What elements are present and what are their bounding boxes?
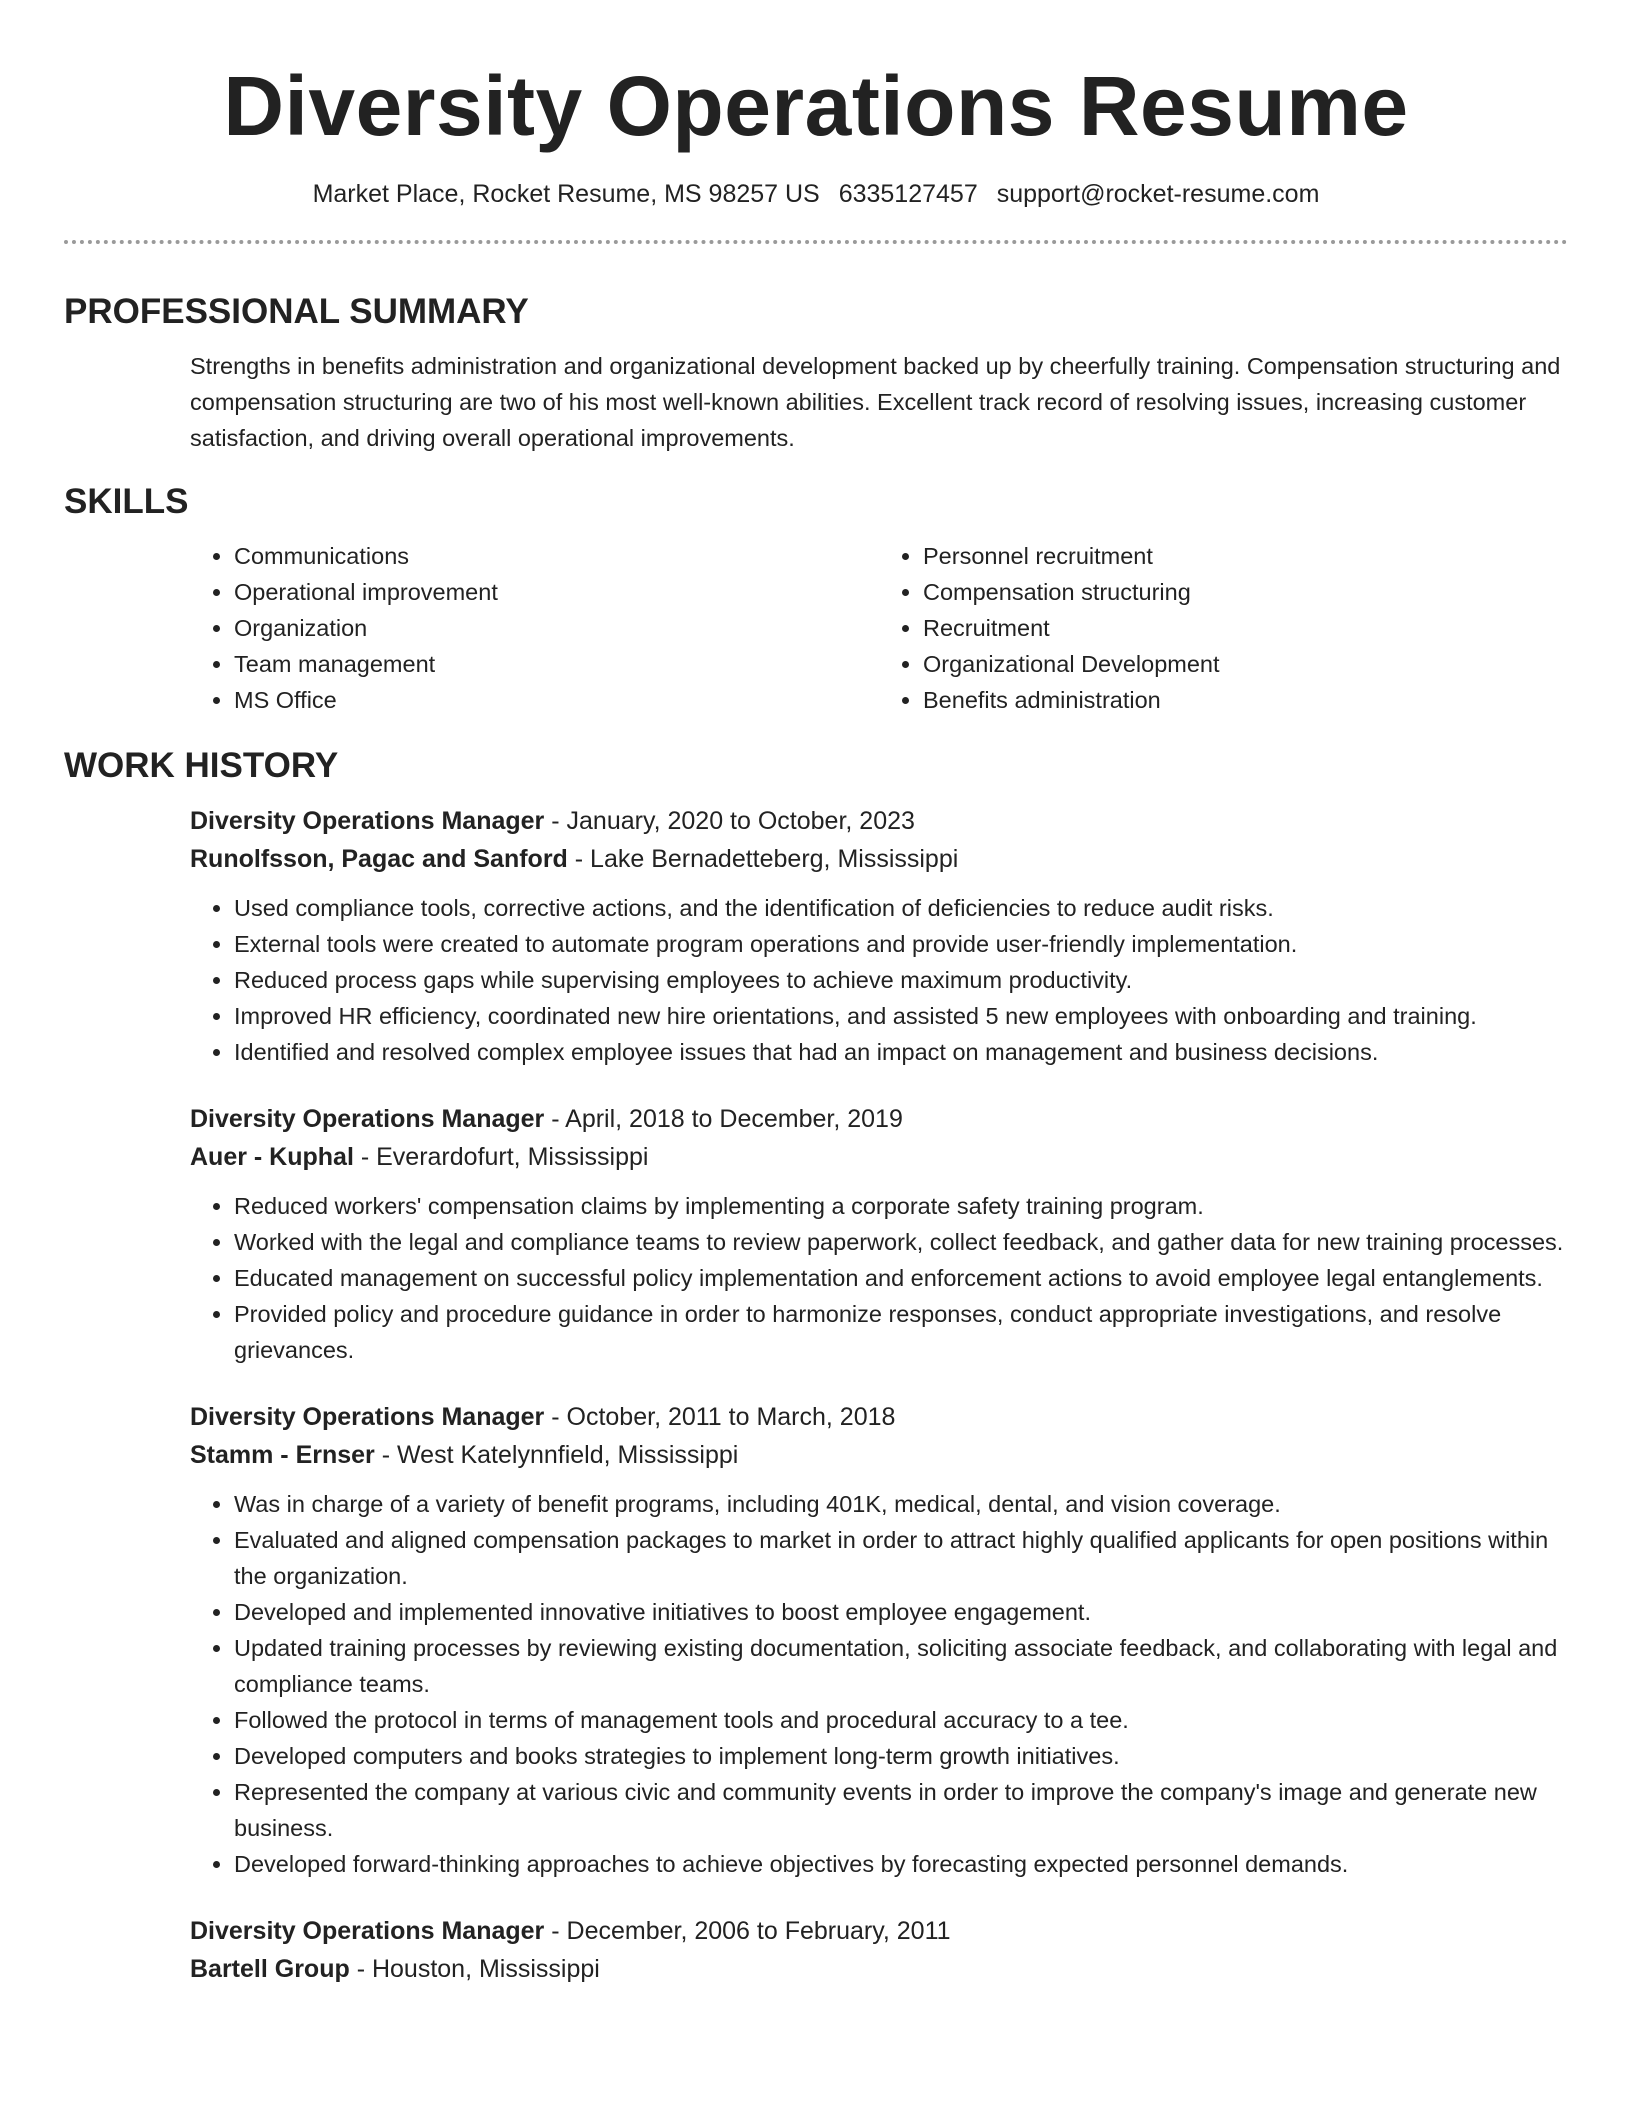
contact-email: support@rocket-resume.com — [996, 180, 1320, 208]
job-entry — [190, 1100, 1568, 1368]
contact-phone: 6335127457 — [838, 180, 978, 208]
skill-item: • Team management — [234, 646, 879, 682]
job-bullet-list — [190, 1188, 1568, 1368]
job-separator: - — [374, 1441, 398, 1469]
job-title-line — [190, 1912, 1568, 1950]
job-bullet: • Developed computers and books strategies to implement long-term growth initiatives. — [234, 1738, 1568, 1774]
job-title: Diversity Operations Manager — [190, 1917, 545, 1945]
job-bullet: • Provided policy and procedure guidance in order to harmonize responses, conduct appropriate investigations, and resolve grievances. — [234, 1296, 1568, 1368]
skills-right-list — [879, 538, 1568, 718]
job-title: Diversity Operations Manager — [190, 1105, 545, 1133]
job-bullet: • Developed and implemented innovative initiatives to boost employee engagement. — [234, 1594, 1568, 1630]
job-title-line — [190, 1398, 1568, 1436]
job-bullet: • Reduced workers' compensation claims by implementing a corporate safety training program. — [234, 1188, 1568, 1224]
job-separator: - — [349, 1955, 372, 1983]
job-company: Stamm - Ernser — [190, 1441, 375, 1469]
job-entry — [190, 1912, 1568, 1988]
skill-item: • Communications — [234, 538, 879, 574]
summary-text: Strengths in benefits administration and organizational development backed up by cheerfully training. Compensation structuring and compensation structuring are two of his most well-known abilities. Excellent track record of resolving issues, increasing customer satisfaction, and driving overall operational improvements. — [190, 353, 1561, 451]
job-separator: - — [544, 1917, 567, 1945]
skill-item: • Organizational Development — [923, 646, 1568, 682]
job-company: Bartell Group — [190, 1955, 350, 1983]
job-bullet: • Used compliance tools, corrective actions, and the identification of deficiencies to reduce audit risks. — [234, 890, 1568, 926]
work-history-heading: WORK HISTORY — [64, 746, 339, 785]
job-dates: April, 2018 to December, 2019 — [565, 1105, 903, 1133]
skill-item: • Compensation structuring — [923, 574, 1568, 610]
job-bullet: • Reduced process gaps while supervising employees to achieve maximum productivity. — [234, 962, 1568, 998]
job-separator: - — [567, 845, 591, 873]
job-company-line — [190, 1950, 1568, 1988]
resume-title: Diversity Operations Resume — [223, 59, 1409, 153]
header-divider — [64, 240, 1568, 244]
job-title-line — [190, 802, 1568, 840]
job-company-line — [190, 1436, 1568, 1474]
job-separator: - — [544, 807, 567, 835]
skill-item: • Recruitment — [923, 610, 1568, 646]
job-bullet: • Improved HR efficiency, coordinated new hire orientations, and assisted 5 new employees with onboarding and training. — [234, 998, 1568, 1034]
summary-section — [190, 348, 1568, 456]
skills-section — [190, 538, 1568, 718]
job-company: Auer - Kuphal — [190, 1143, 354, 1171]
job-dates: January, 2020 to October, 2023 — [566, 807, 915, 835]
contact-line — [64, 178, 1568, 210]
job-entry — [190, 1398, 1568, 1882]
job-bullet: • Represented the company at various civic and community events in order to improve the company's image and generate new business. — [234, 1774, 1568, 1846]
job-bullet: • Was in charge of a variety of benefit programs, including 401K, medical, dental, and vision coverage. — [234, 1486, 1568, 1522]
job-location: Everardofurt, Mississippi — [376, 1143, 649, 1171]
job-title: Diversity Operations Manager — [190, 807, 545, 835]
job-company: Runolfsson, Pagac and Sanford — [190, 845, 568, 873]
job-separator: - — [544, 1105, 566, 1133]
job-entry — [190, 802, 1568, 1070]
skill-item: • MS Office — [234, 682, 879, 718]
job-location: Houston, Mississippi — [371, 1955, 600, 1983]
job-company-line — [190, 840, 1568, 878]
skill-item: • Personnel recruitment — [923, 538, 1568, 574]
job-title: Diversity Operations Manager — [190, 1403, 545, 1431]
skill-item: • Benefits administration — [923, 682, 1568, 718]
job-bullet: • Developed forward-thinking approaches to achieve objectives by forecasting expected personnel demands. — [234, 1846, 1568, 1882]
job-dates: December, 2006 to February, 2011 — [566, 1917, 951, 1945]
job-bullet: • Followed the protocol in terms of management tools and procedural accuracy to a tee. — [234, 1702, 1568, 1738]
job-bullet: • Educated management on successful policy implementation and enforcement actions to avoid employee legal entanglements. — [234, 1260, 1568, 1296]
job-title-line — [190, 1100, 1568, 1138]
job-location: Lake Bernadetteberg, Mississippi — [590, 845, 959, 873]
job-bullet: • Worked with the legal and compliance teams to review paperwork, collect feedback, and gather data for new training processes. — [234, 1224, 1568, 1260]
job-dates: October, 2011 to March, 2018 — [566, 1403, 896, 1431]
job-separator: - — [544, 1403, 567, 1431]
job-bullet-list — [190, 1486, 1568, 1882]
skills-left-list — [190, 538, 879, 718]
job-separator: - — [353, 1143, 377, 1171]
skill-item: • Operational improvement — [234, 574, 879, 610]
job-bullet: • Evaluated and aligned compensation packages to market in order to attract highly qualified applicants for open positions within the organization. — [234, 1522, 1568, 1594]
contact-address: Market Place, Rocket Resume, MS 98257 US — [312, 180, 820, 208]
summary-heading: PROFESSIONAL SUMMARY — [64, 292, 529, 331]
job-bullet: • External tools were created to automate program operations and provide user-friendly implementation. — [234, 926, 1568, 962]
work-history-section — [190, 802, 1568, 1988]
job-bullet: • Updated training processes by reviewing existing documentation, soliciting associate feedback, and collaborating with legal and compliance teams. — [234, 1630, 1568, 1702]
job-bullet: • Identified and resolved complex employee issues that had an impact on management and business decisions. — [234, 1034, 1568, 1070]
skills-heading: SKILLS — [64, 482, 189, 521]
job-company-line — [190, 1138, 1568, 1176]
skill-item: • Organization — [234, 610, 879, 646]
job-location: West Katelynnfield, Mississippi — [397, 1441, 739, 1469]
job-bullet-list — [190, 890, 1568, 1070]
